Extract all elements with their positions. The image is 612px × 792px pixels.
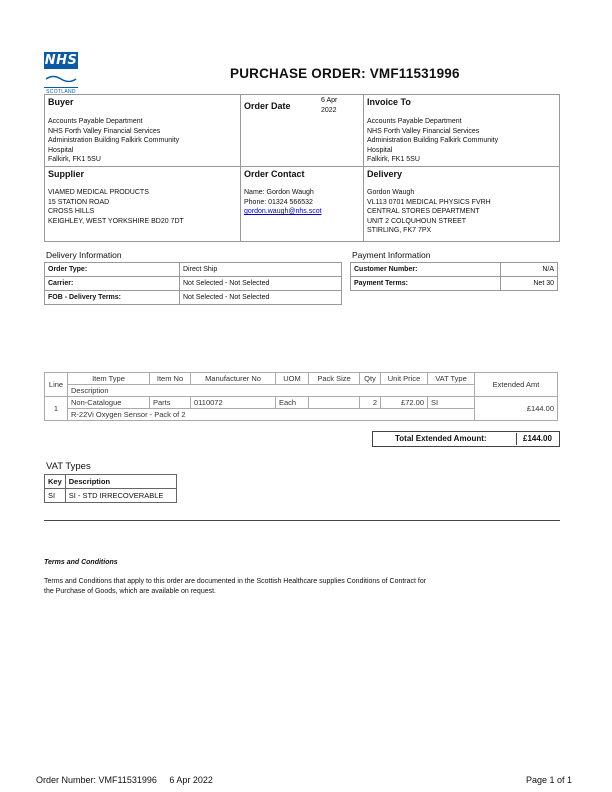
- order-date-heading: Order Date: [244, 101, 291, 111]
- cell-line: 1: [45, 397, 68, 421]
- delivery-info-row: [45, 277, 342, 291]
- supplier-address: [48, 188, 238, 226]
- vat-header-description: Description: [65, 475, 176, 489]
- nhs-scotland-logo: [44, 52, 78, 95]
- supplier-line: 15 STATION ROAD: [48, 198, 110, 206]
- invoice-line: NHS Forth Valley Financial Services: [367, 127, 480, 135]
- delivery-address: [367, 188, 557, 236]
- buyer-line: Falkirk, FK1 5SU: [48, 156, 101, 163]
- header-item-no: Item No: [150, 373, 191, 385]
- supplier-line: CROSS HILLS: [48, 208, 95, 215]
- vat-key: SI: [45, 489, 66, 503]
- buyer-line: NHS Forth Valley Financial Services: [48, 127, 161, 135]
- footer-page-number: Page 1 of 1: [526, 775, 573, 785]
- delivery-line: STIRLING, FK7 7PX: [367, 227, 432, 234]
- total-label: Total Extended Amount:: [395, 434, 487, 443]
- footer-order-number: Order Number: VMF11531996 6 Apr 2022: [36, 775, 213, 785]
- payment-info-label: Customer Number:: [351, 263, 501, 277]
- terms-line: Terms and Conditions that apply to this order are documented in the Scottish Healthcare supplies Conditions of Contract for: [44, 578, 427, 585]
- payment-info-heading: Payment Information: [352, 250, 431, 260]
- invoice-line: Accounts Payable Department: [367, 118, 462, 125]
- order-lines-table: [44, 372, 558, 421]
- page-title: PURCHASE ORDER: VMF11531996: [230, 66, 460, 81]
- invoice-line: Falkirk, FK1 5SU: [367, 156, 420, 163]
- delivery-info-heading: Delivery Information: [46, 250, 122, 260]
- delivery-info-value: Direct Ship: [180, 263, 342, 277]
- buyer-line: Accounts Payable Department: [48, 118, 143, 125]
- payment-info-label: Payment Terms:: [351, 277, 501, 291]
- divider: [44, 520, 560, 521]
- terms-text: [44, 577, 564, 596]
- delivery-info-value: Not Selected - Not Selected: [180, 291, 342, 305]
- logo-sub: SCOTLAND: [44, 87, 78, 95]
- vat-types-heading: VAT Types: [46, 461, 91, 472]
- table-row: [45, 489, 177, 503]
- payment-info-value: N/A: [501, 263, 558, 277]
- supplier-line: KEIGHLEY, WEST YORKSHIRE BD20 7DT: [48, 217, 184, 225]
- delivery-info-table: [44, 262, 342, 305]
- payment-info-row: [351, 277, 558, 291]
- total-value: £144.00: [523, 434, 552, 443]
- order-date-value: [321, 96, 337, 115]
- payment-info-value: Net 30: [501, 277, 558, 291]
- delivery-info-row: [45, 263, 342, 277]
- cell-unit-price: £72.00: [381, 397, 428, 409]
- delivery-info-label: FOB - Delivery Terms:: [45, 291, 180, 305]
- contact-email-link[interactable]: gordon.waugh@nhs.scot: [244, 208, 322, 215]
- invoice-line: Hospital: [367, 146, 393, 154]
- cell-item-type: Non-Catalogue: [68, 397, 150, 409]
- order-contact-heading: Order Contact: [244, 169, 305, 179]
- contact-name: Name: Gordon Waugh: [244, 189, 314, 196]
- order-contact-details: [244, 188, 362, 217]
- buyer-line: Administration Building Falkirk Community: [48, 137, 180, 144]
- delivery-info-value: Not Selected - Not Selected: [180, 277, 342, 291]
- header-vat-type: VAT Type: [428, 373, 475, 385]
- header-pack-size: Pack Size: [309, 373, 360, 385]
- invoice-to-address: [367, 117, 557, 165]
- delivery-info-label: Order Type:: [45, 263, 180, 277]
- vat-types-table: [44, 474, 177, 503]
- supplier-line: VIAMED MEDICAL PRODUCTS: [48, 189, 149, 196]
- header-extended-amt: Extended Amt: [475, 373, 558, 397]
- invoice-to-heading: Invoice To: [367, 97, 411, 107]
- order-date-line: 6 Apr: [321, 97, 338, 104]
- delivery-line: UNIT 2 COLQUHOUN STREET: [367, 217, 467, 225]
- header-uom: UOM: [276, 373, 309, 385]
- contact-phone: Phone: 01324 566532: [244, 198, 313, 206]
- logo-mark: NHS: [44, 53, 78, 68]
- delivery-info-row: [45, 291, 342, 305]
- total-box: [372, 431, 560, 447]
- invoice-line: Administration Building Falkirk Community: [367, 137, 499, 144]
- terms-line: the Purchase of Goods, which are available on request.: [44, 587, 216, 595]
- cell-qty: 2: [360, 397, 381, 409]
- header-qty: Qty: [360, 373, 381, 385]
- buyer-line: Hospital: [48, 146, 74, 154]
- buyer-heading: Buyer: [48, 97, 74, 107]
- lines-header-row: [45, 373, 558, 385]
- cell-vat-type: SI: [428, 397, 475, 409]
- cell-extended-amt: £144.00: [475, 397, 558, 421]
- delivery-line: VL113 0701 MEDICAL PHYSICS FVRH: [367, 198, 491, 206]
- cell-manufacturer-no: 0110072: [191, 397, 276, 409]
- header-item-type: Item Type: [68, 373, 150, 385]
- cell-item-no: Parts: [150, 397, 191, 409]
- supplier-heading: Supplier: [48, 169, 85, 179]
- order-date-line: 2022: [321, 106, 337, 114]
- header-line: Line: [45, 373, 68, 397]
- cell-pack-size: [309, 397, 360, 409]
- cell-uom: Each: [276, 397, 309, 409]
- header-manufacturer-no: Manufacturer No: [191, 373, 276, 385]
- payment-info-row: [351, 263, 558, 277]
- cell-description: R-22Vi Oxygen Sensor - Pack of 2: [68, 409, 475, 421]
- delivery-line: Gordon Waugh: [367, 189, 415, 196]
- delivery-heading: Delivery: [367, 169, 403, 179]
- logo-waves-icon: [44, 74, 78, 82]
- table-row: [45, 397, 558, 409]
- header-description: Description: [68, 385, 475, 397]
- payment-info-table: [350, 262, 558, 291]
- delivery-line: CENTRAL STORES DEPARTMENT: [367, 208, 480, 215]
- vat-description: SI - STD IRRECOVERABLE: [65, 489, 176, 503]
- order-header-box: [44, 94, 560, 242]
- header-unit-price: Unit Price: [381, 373, 428, 385]
- terms-heading: Terms and Conditions: [44, 559, 118, 566]
- delivery-info-label: Carrier:: [45, 277, 180, 291]
- buyer-address: [48, 117, 238, 165]
- vat-header-key: Key: [45, 475, 66, 489]
- vat-header-row: [45, 475, 177, 489]
